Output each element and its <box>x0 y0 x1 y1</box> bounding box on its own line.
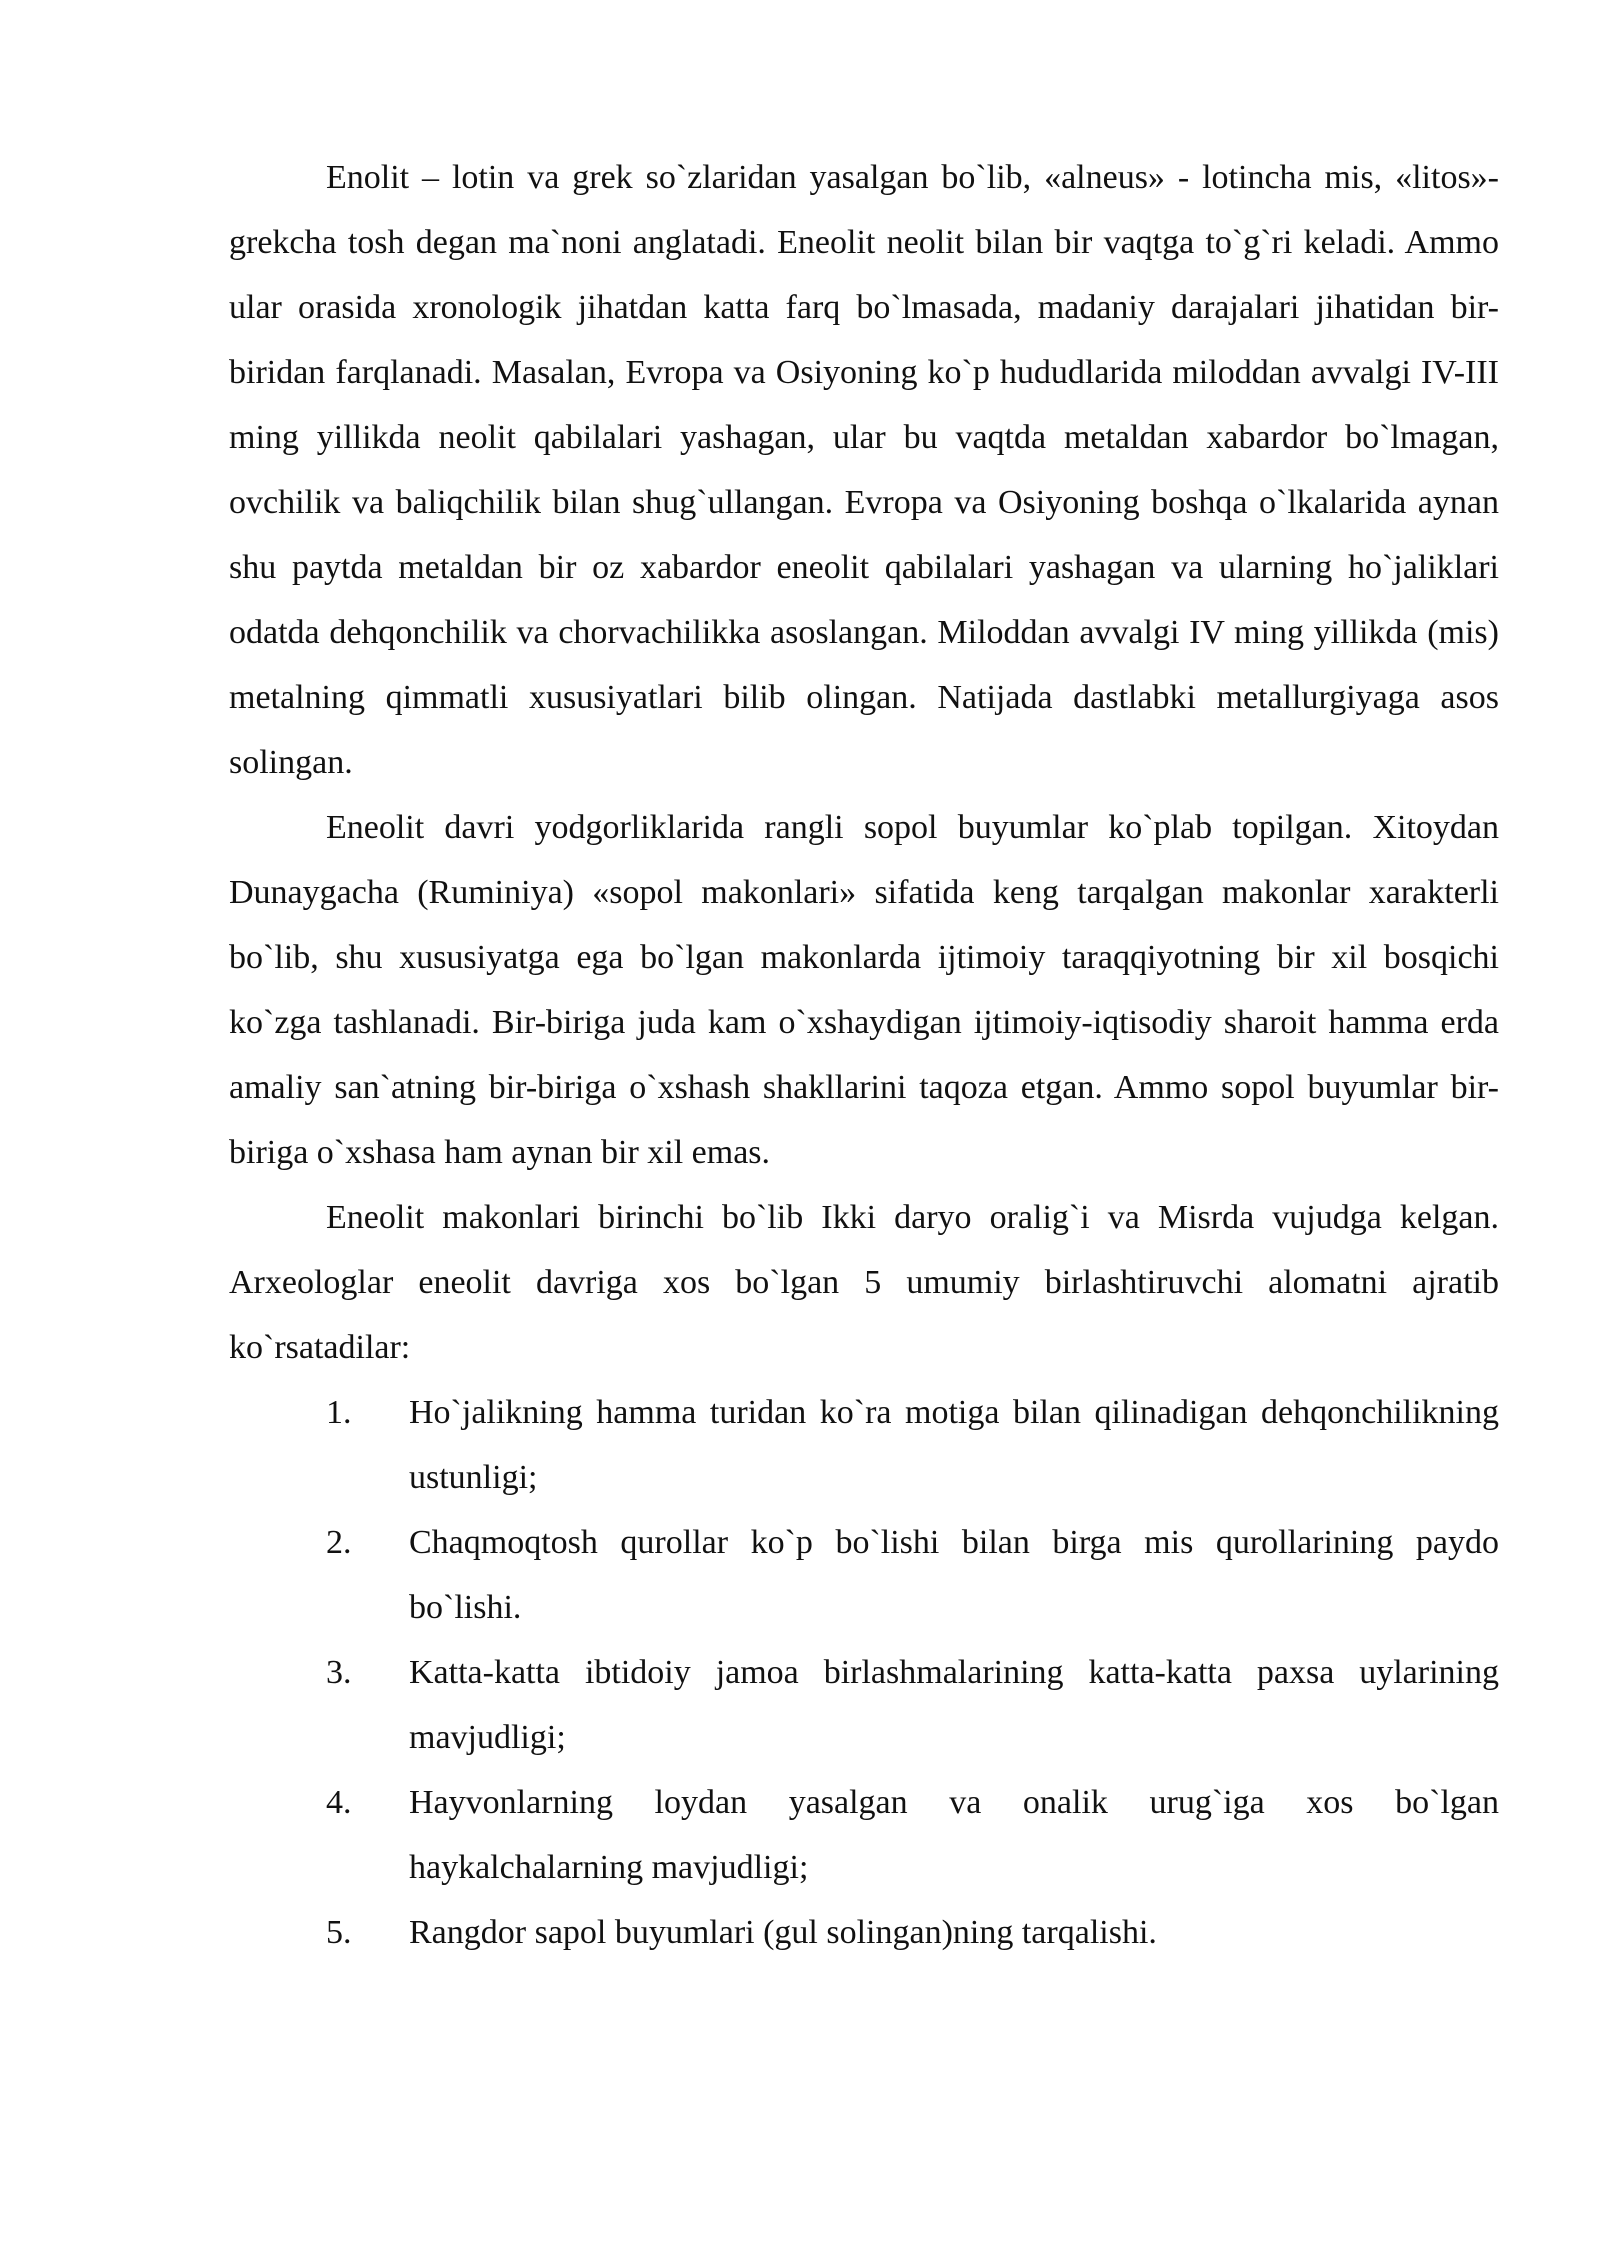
features-list <box>229 1380 1499 1965</box>
list-item <box>229 1640 1499 1770</box>
paragraph-eneolit-settlements: Eneolit makonlari birinchi bo`lib Ikki daryo oralig`i va Misrda vujudga kelgan. Arxeologlar eneolit davriga xos bo`lgan 5 umumiy birlashtiruvchi alomatni ajratib ko`rsatadilar: <box>229 1199 1499 1366</box>
list-item <box>229 1900 1499 1965</box>
list-item-number: 2. <box>326 1524 352 1561</box>
list-item-number: 3. <box>326 1654 352 1691</box>
list-item-number: 4. <box>326 1784 352 1821</box>
list-item <box>229 1770 1499 1900</box>
paragraph-eneolit-definition: Enolit – lotin va grek so`zlaridan yasalgan bo`lib, «alneus» - lotincha mis, «litos»-grekcha tosh degan ma`noni anglatadi. Eneolit neolit bilan bir vaqtga to`g`ri keladi. Ammo ular orasida xronologik jihatdan katta farq bo`lmasada, madaniy darajalari jihatidan bir-biridan farqlanadi. Masalan, Evropa va Osiyoning ko`p hududlarida miloddan avvalgi IV-III ming yillikda neolit qabilalari yashagan, ular bu vaqtda metaldan xabardor bo`lmagan, ovchilik va baliqchilik bilan shug`ullangan. Evropa va Osiyoning boshqa o`lkalarida aynan shu paytda metaldan bir oz xabardor eneolit qabilalari yashagan va ularning ho`jaliklari odatda dehqonchilik va chorvachilikka asoslangan. Miloddan avvalgi IV ming yillikda (mis) metalning qimmatli xususiyatlari bilib olingan. Natijada dastlabki metallurgiyaga asos solingan. <box>229 159 1499 781</box>
paragraph-painted-pottery: Eneolit davri yodgorliklarida rangli sopol buyumlar ko`plab topilgan. Xitoydan Dunaygacha (Ruminiya) «sopol makonlari» sifatida keng tarqalgan makonlar xarakterli bo`lib, shu xususiyatga ega bo`lgan makonlarda ijtimoiy taraqqiyotning bir xil bosqichi ko`zga tashlanadi. Bir-biriga juda kam o`xshaydigan ijtimoiy-iqtisodiy sharoit hamma erda amaliy san`atning bir-biriga o`xshash shakllarini taqoza etgan. Ammo sopol buyumlar bir-biriga o`xshasa ham aynan bir xil emas. <box>229 809 1499 1171</box>
document-page <box>229 145 1499 1965</box>
list-item-text: Ho`jalikning hamma turidan ko`ra motiga bilan qilinadigan dehqonchilikning ustunligi; <box>409 1394 1499 1496</box>
list-item-text: Katta-katta ibtidoiy jamoa birlashmalarining katta-katta paxsa uylarining mavjudligi; <box>409 1654 1499 1756</box>
list-item <box>229 1380 1499 1510</box>
list-item-text: Hayvonlarning loydan yasalgan va onalik urug`iga xos bo`lgan haykalchalarning mavjudligi; <box>409 1784 1499 1886</box>
list-item-number: 1. <box>326 1394 352 1431</box>
list-item-text: Chaqmoqtosh qurollar ko`p bo`lishi bilan birga mis qurollarining paydo bo`lishi. <box>409 1524 1499 1626</box>
list-item-text: Rangdor sapol buyumlari (gul solingan)ning tarqalishi. <box>409 1914 1157 1951</box>
list-item-number: 5. <box>326 1914 352 1951</box>
list-item <box>229 1510 1499 1640</box>
